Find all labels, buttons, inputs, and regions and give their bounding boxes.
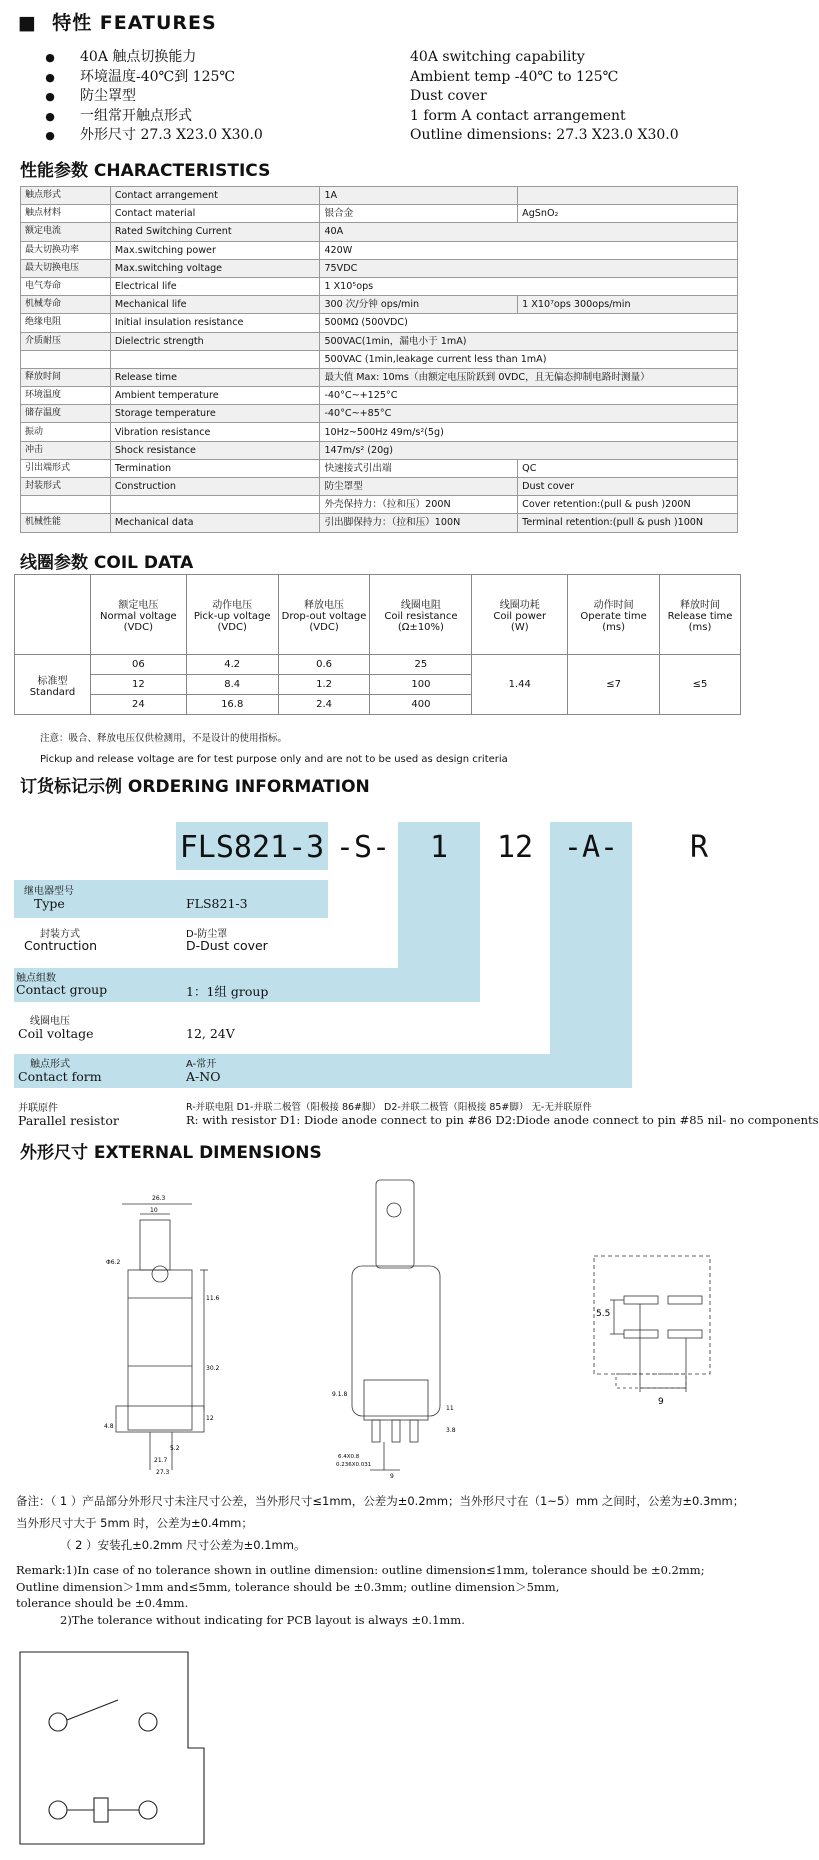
cell-param-cn: 触点材料 — [21, 205, 111, 223]
svg-text:0.236X0.031: 0.236X0.031 — [336, 1462, 372, 1468]
cell-param-cn: 振动 — [21, 423, 111, 441]
feature-item: ● 40A 触点切换能力 40A switching capability — [20, 48, 679, 68]
cell-param-cn: 最大切换功率 — [21, 241, 111, 259]
construction-value: D-Dust cover — [186, 938, 268, 953]
code-model: FLS821-3 — [179, 830, 325, 865]
cell-value-en: Dust cover — [518, 478, 738, 496]
cell-param-cn: 储存温度 — [21, 405, 111, 423]
coil-group: 标准型 Standard — [15, 655, 91, 715]
square-icon: ■ — [18, 12, 37, 34]
cell-value: 500VAC(1min，漏电小于 1mA) — [320, 332, 738, 350]
cell-value-en: Terminal retention:(pull & push )100N — [518, 514, 738, 532]
bullet-icon: ● — [45, 90, 55, 103]
coil-header: 动作电压 Pick-up voltage (VDC) — [186, 575, 278, 655]
cell-param-cn: 冲击 — [21, 441, 111, 459]
characteristics-row — [21, 205, 738, 223]
svg-text:11: 11 — [446, 1405, 454, 1412]
cell-param-cn: 机械寿命 — [21, 296, 111, 314]
svg-text:9: 9 — [658, 1397, 664, 1407]
cell-value: 引出脚保持力：（拉和压）100N — [320, 514, 518, 532]
feature-item: ● 外形尺寸 27.3 X23.0 X30.0 Outline dimensions: 27.3 X23.0 X30.0 — [20, 126, 679, 146]
characteristics-row — [21, 223, 738, 241]
cell-param-cn — [21, 350, 111, 368]
cell-param-en: Contact material — [110, 205, 320, 223]
svg-text:21.7: 21.7 — [154, 1457, 168, 1464]
cell-param-cn: 封装形式 — [21, 478, 111, 496]
cell-value: 10Hz~500Hz 49m/s²(5g) — [320, 423, 738, 441]
coil-table — [14, 574, 741, 715]
cell-param-en: Mechanical life — [110, 296, 320, 314]
svg-text:26.3: 26.3 — [152, 1195, 166, 1202]
pcb-layout-drawing — [594, 1256, 710, 1392]
svg-text:3.8: 3.8 — [446, 1427, 456, 1434]
cell-value-en: Cover retention:(pull & push )200N — [518, 496, 738, 514]
cell-param-cn: 机械性能 — [21, 514, 111, 532]
coil-header: 动作时间 Operate time (ms) — [568, 575, 660, 655]
coil-icon — [94, 1798, 108, 1822]
cell-value: 1A — [320, 187, 518, 205]
characteristics-row — [21, 296, 738, 314]
code-resistor: R — [689, 830, 709, 865]
cell-param-cn: 电气寿命 — [21, 277, 111, 295]
characteristics-row — [21, 314, 738, 332]
characteristics-title: 性能参数 CHARACTERISTICS — [20, 161, 271, 181]
svg-text:12: 12 — [206, 1415, 214, 1422]
cell-value: 1 X10⁵ops — [320, 277, 738, 295]
cell-value: 420W — [320, 241, 738, 259]
cell-param-cn: 触点形式 — [21, 187, 111, 205]
cell-value: 75VDC — [320, 259, 738, 277]
cell-value-en — [518, 187, 738, 205]
dimension-drawings — [0, 1170, 748, 1480]
coil-header-row — [15, 575, 741, 655]
ordering-box — [14, 1054, 632, 1088]
bullet-icon: ● — [45, 129, 55, 142]
cell-param-cn: 环境温度 — [21, 387, 111, 405]
cell-param-cn: 引出端形式 — [21, 459, 111, 477]
cell-value: 最大值 Max: 10ms（由额定电压阶跃到 0VDC，且无偏态抑制电路时测量） — [320, 368, 738, 386]
coil-note-cn: 注意：吸合、释放电压仅供检测用，不是设计的使用指标。 — [40, 733, 288, 744]
bullet-icon: ● — [45, 51, 55, 64]
cell-param-en: Termination — [110, 459, 320, 477]
cell-value: 500VAC (1min,leakage current less than 1mA) — [320, 350, 738, 368]
cell-param-en: Vibration resistance — [110, 423, 320, 441]
coil-header: 释放电压 Drop-out voltage (VDC) — [278, 575, 370, 655]
characteristics-row — [21, 350, 738, 368]
characteristics-row — [21, 405, 738, 423]
coil-note-en: Pickup and release voltage are for test purpose only and are not to be used as design criteria — [40, 754, 508, 765]
bullet-icon: ● — [45, 70, 55, 84]
wiring-diagram — [18, 1648, 218, 1848]
cell-value: 500MΩ (500VDC) — [320, 314, 738, 332]
cell-param-en: Release time — [110, 368, 320, 386]
cell-value: 快速接式引出端 — [320, 459, 518, 477]
cell-value: -40°C~+125°C — [320, 387, 738, 405]
code-construction: -S- — [335, 830, 391, 865]
cell-param-en — [110, 350, 320, 368]
cell-value-en: 1 X10⁷ops 300ops/min — [518, 296, 738, 314]
coil-header: 线圈电阻 Coil resistance (Ω±10%) — [370, 575, 472, 655]
cell-param-en: Max.switching voltage — [110, 259, 320, 277]
front-view-drawing — [116, 1204, 208, 1470]
coil-header-blank — [15, 575, 91, 655]
coil-row: 24 16.8 2.4 400 — [15, 695, 741, 715]
cell-param-en: Rated Switching Current — [110, 223, 320, 241]
characteristics-row — [21, 459, 738, 477]
cell-param-en: Shock resistance — [110, 441, 320, 459]
cell-value: -40°C~+85°C — [320, 405, 738, 423]
cell-param-en: Contact arrangement — [110, 187, 320, 205]
coil-title: 线圈参数 COIL DATA — [20, 553, 194, 573]
contact-group-value: 1：1组 group — [186, 984, 269, 999]
feature-item: ● 一组常开触点形式 1 form A contact arrangement — [20, 107, 679, 127]
cell-value-en: QC — [518, 459, 738, 477]
cell-param-cn: 释放时间 — [21, 368, 111, 386]
cell-value: 300 次/分钟 ops/min — [320, 296, 518, 314]
svg-text:4.8: 4.8 — [104, 1423, 114, 1430]
svg-text:30.2: 30.2 — [206, 1365, 220, 1372]
coil-voltage-value: 12, 24V — [186, 1026, 235, 1041]
release-time: ≤5 — [660, 655, 741, 715]
svg-text:10: 10 — [150, 1207, 158, 1214]
svg-text:9: 9 — [390, 1473, 394, 1480]
svg-text:Φ6.2: Φ6.2 — [106, 1259, 121, 1266]
cell-value-en: AgSnO₂ — [518, 205, 738, 223]
cell-param-cn: 额定电流 — [21, 223, 111, 241]
coil-header: 释放时间 Release time (ms) — [660, 575, 741, 655]
cell-param-en: Max.switching power — [110, 241, 320, 259]
code-contact-form: -A- — [563, 830, 619, 865]
features-title: ■ 特性 FEATURES — [18, 12, 217, 34]
cell-param-en — [110, 496, 320, 514]
operate-time: ≤7 — [568, 655, 660, 715]
terminal-icon — [139, 1801, 157, 1819]
svg-text:5.5: 5.5 — [596, 1309, 611, 1319]
characteristics-row — [21, 277, 738, 295]
coil-row: 12 8.4 1.2 100 — [15, 675, 741, 695]
cell-value: 147m/s² (20g) — [320, 441, 738, 459]
coil-header: 线圈功耗 Coil power (W) — [472, 575, 568, 655]
remarks-en: Remark:1)In case of no tolerance shown in outline dimension: outline dimension≤1mm, tolerance should be ±0.2mm; Outline dimension＞1mm and≤5mm, tolerance should be ±0.3mm; outline dimension＞5mm, tolerance should be ±0.4mm. 2)The tolerance without indicating for PCB layout is always ±0.1mm. — [16, 1563, 705, 1627]
coil-power: 1.44 — [472, 655, 568, 715]
characteristics-table — [20, 186, 738, 533]
terminal-icon — [49, 1713, 67, 1731]
svg-text:5.2: 5.2 — [170, 1445, 180, 1452]
svg-text:27.3: 27.3 — [156, 1469, 170, 1476]
resistor-value: R: with resistor D1: Diode anode connect to pin #86 D2:Diode anode connect to pin #85 nil- no components — [186, 1113, 819, 1127]
cell-param-cn: 最大切换电压 — [21, 259, 111, 277]
code-coil-voltage: 12 — [496, 830, 534, 865]
characteristics-row — [21, 441, 738, 459]
terminal-icon — [49, 1801, 67, 1819]
cell-param-en: Ambient temperature — [110, 387, 320, 405]
terminal-icon — [139, 1713, 157, 1731]
characteristics-row — [21, 332, 738, 350]
dimensions-title: 外形尺寸 EXTERNAL DIMENSIONS — [20, 1143, 322, 1163]
ordering-title: 订货标记示例 ORDERING INFORMATION — [20, 777, 370, 797]
cell-param-cn: 介质耐压 — [21, 332, 111, 350]
cell-value: 防尘罩型 — [320, 478, 518, 496]
characteristics-row — [21, 368, 738, 386]
feature-item: ● 环境温度-40℃到 125℃ Ambient temp -40℃ to 125℃ — [20, 68, 679, 88]
characteristics-row — [21, 514, 738, 532]
characteristics-row — [21, 478, 738, 496]
characteristics-row — [21, 496, 738, 514]
type-value: FLS821-3 — [186, 896, 248, 911]
side-view-drawing — [352, 1180, 440, 1470]
svg-text:9.1.8: 9.1.8 — [332, 1391, 348, 1398]
switch-contact-icon — [67, 1700, 118, 1720]
features-list — [20, 48, 679, 146]
contact-form-value: A-NO — [186, 1069, 221, 1084]
svg-text:11.6: 11.6 — [206, 1295, 220, 1302]
cell-value: 外壳保持力：（拉和压）200N — [320, 496, 518, 514]
characteristics-row — [21, 423, 738, 441]
cell-param-en: Storage temperature — [110, 405, 320, 423]
cell-value: 银合金 — [320, 205, 518, 223]
cell-param-cn — [21, 496, 111, 514]
cell-param-en: Construction — [110, 478, 320, 496]
characteristics-row — [21, 241, 738, 259]
remarks-cn: 备注：（ 1 ）产品部分外形尺寸未注尺寸公差，当外形尺寸≤1mm，公差为±0.2mm；当外形尺寸在（1~5）mm 之间时，公差为±0.3mm； 当外形尺寸大于 5mm 时，公差为±0.4mm； （ 2 ）安装孔±0.2mm 尺寸公差为±0.1mm。 — [16, 1494, 745, 1552]
coil-header: 额定电压 Normal voltage (VDC) — [90, 575, 186, 655]
svg-text:6.4X0.8: 6.4X0.8 — [338, 1454, 360, 1460]
code-contact-group: 1 — [429, 830, 449, 865]
cell-param-en: Mechanical data — [110, 514, 320, 532]
characteristics-row — [21, 187, 738, 205]
cell-param-en: Dielectric strength — [110, 332, 320, 350]
cell-param-cn: 绝缘电阻 — [21, 314, 111, 332]
coil-row: 标准型 Standard 06 4.2 0.6 25 1.44 ≤7 ≤5 — [15, 655, 741, 675]
characteristics-row — [21, 387, 738, 405]
characteristics-row — [21, 259, 738, 277]
feature-item: ● 防尘罩型 Dust cover — [20, 87, 679, 107]
cell-param-en: Electrical life — [110, 277, 320, 295]
bullet-icon: ● — [45, 109, 55, 123]
cell-param-en: Initial insulation resistance — [110, 314, 320, 332]
cell-value: 40A — [320, 223, 738, 241]
